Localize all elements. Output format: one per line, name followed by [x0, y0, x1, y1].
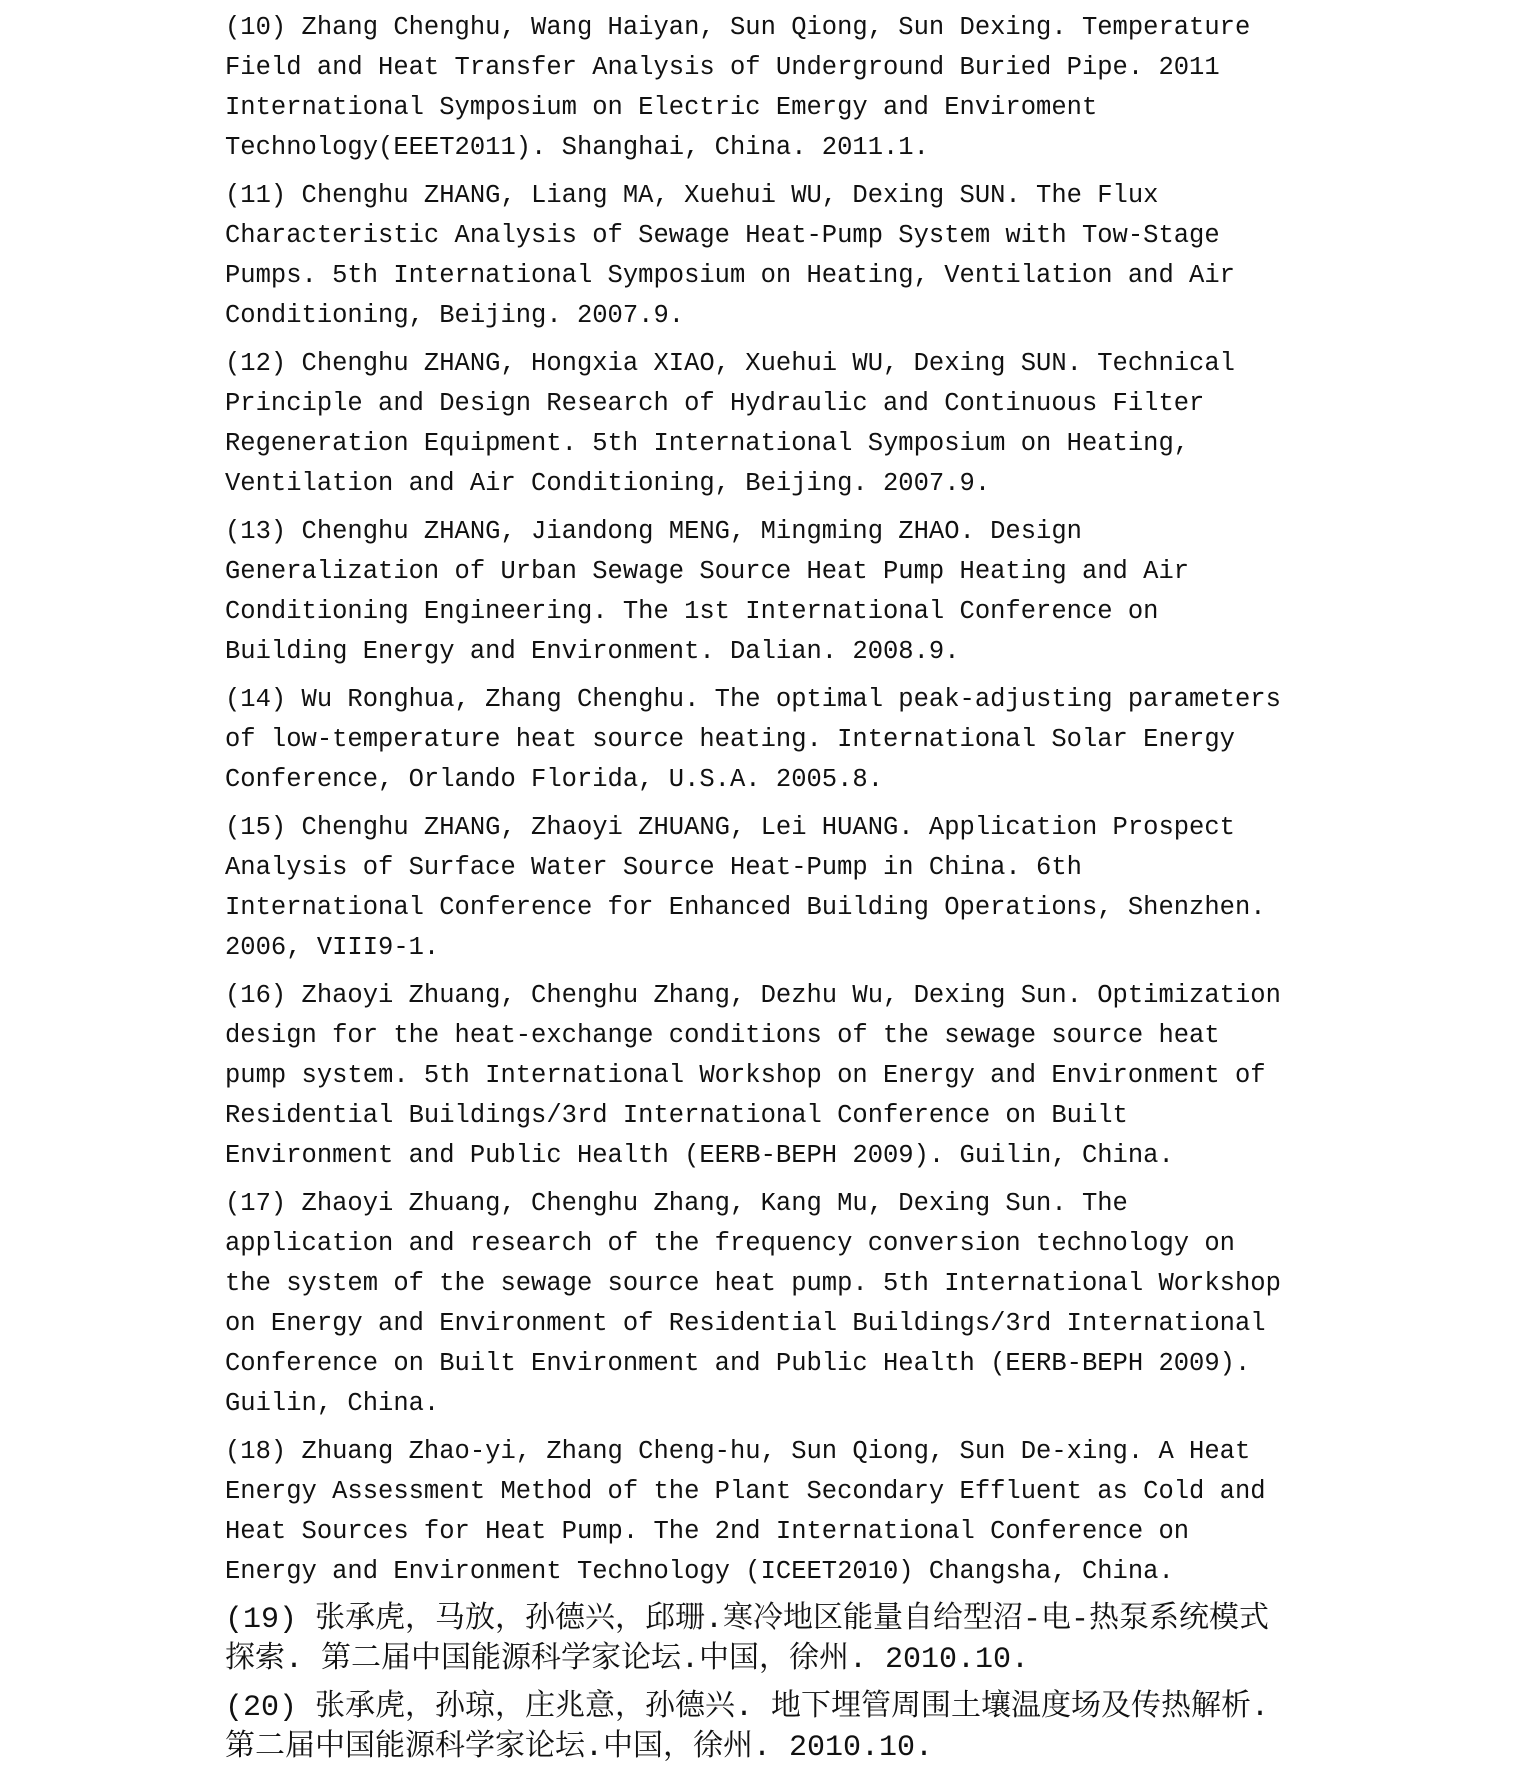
reference-line: Ventilation and Air Conditioning, Beijing. 2007.9. — [225, 469, 991, 498]
reference-line: (10) Zhang Chenghu, Wang Haiyan, Sun Qiong, Sun Dexing. Temperature — [225, 13, 1251, 42]
reference-line: (14) Wu Ronghua, Zhang Chenghu. The optimal peak-adjusting parameters — [225, 685, 1281, 714]
reference-line: application and research of the frequency conversion technology on — [225, 1229, 1235, 1258]
reference-line: of low-temperature heat source heating. International Solar Energy — [225, 725, 1235, 754]
reference-line: Conditioning, Beijing. 2007.9. — [225, 301, 685, 330]
reference-line: (15) Chenghu ZHANG, Zhaoyi ZHUANG, Lei HUANG. Application Prospect — [225, 813, 1235, 842]
reference-line: Energy and Environment Technology (ICEET2010) Changsha, China. — [225, 1557, 1174, 1586]
reference-line: Regeneration Equipment. 5th International Symposium on Heating, — [225, 429, 1190, 458]
reference-line: Heat Sources for Heat Pump. The 2nd International Conference on — [225, 1517, 1190, 1546]
reference-line: Environment and Public Health (EERB-BEPH 2009). Guilin, China. — [225, 1141, 1174, 1170]
reference-line: Conditioning Engineering. The 1st International Conference on — [225, 597, 1159, 626]
reference-line: (11) Chenghu ZHANG, Liang MA, Xuehui WU, Dexing SUN. The Flux — [225, 181, 1159, 210]
reference-line: International Symposium on Electric Emergy and Enviroment — [225, 93, 1098, 122]
reference-line: Energy Assessment Method of the Plant Secondary Effluent as Cold and — [225, 1477, 1266, 1506]
reference-line: (17) Zhaoyi Zhuang, Chenghu Zhang, Kang Mu, Dexing Sun. The — [225, 1189, 1128, 1218]
reference-line: Guilin, China. — [225, 1389, 440, 1418]
reference-line: Pumps. 5th International Symposium on Heating, Ventilation and Air — [225, 261, 1235, 290]
reference-line: (13) Chenghu ZHANG, Jiandong MENG, Mingming ZHAO. Design — [225, 517, 1082, 546]
reference-line: International Conference for Enhanced Building Operations, Shenzhen. — [225, 893, 1266, 922]
reference-item — [225, 8, 1395, 168]
reference-line: (19) 张承虎，马放，孙德兴，邱珊.寒冷地区能量自给型沼-电-热泵系统模式 — [225, 1603, 1270, 1637]
reference-line: Generalization of Urban Sewage Source Heat Pump Heating and Air — [225, 557, 1190, 586]
reference-item — [225, 1432, 1395, 1592]
reference-line: Characteristic Analysis of Sewage Heat-Pump System with Tow-Stage — [225, 221, 1220, 250]
reference-item — [225, 1688, 1395, 1768]
reference-line: pump system. 5th International Workshop on Energy and Environment of — [225, 1061, 1266, 1090]
reference-line: (18) Zhuang Zhao-yi, Zhang Cheng-hu, Sun Qiong, Sun De-xing. A Heat — [225, 1437, 1251, 1466]
reference-line: Conference on Built Environment and Public Health (EERB-BEPH 2009). — [225, 1349, 1251, 1378]
reference-line: on Energy and Environment of Residential Buildings/3rd International — [225, 1309, 1266, 1338]
reference-line: 2006, VIII9-1. — [225, 933, 440, 962]
reference-item — [225, 680, 1395, 800]
reference-line: Building Energy and Environment. Dalian. 2008.9. — [225, 637, 960, 666]
publication-list — [225, 8, 1395, 1776]
reference-item — [225, 808, 1395, 968]
reference-line: design for the heat-exchange conditions of the sewage source heat — [225, 1021, 1220, 1050]
reference-line: 第二届中国能源科学家论坛.中国，徐州. 2010.10. — [225, 1731, 934, 1765]
reference-line: Residential Buildings/3rd International Conference on Built — [225, 1101, 1128, 1130]
reference-line: the system of the sewage source heat pump. 5th International Workshop — [225, 1269, 1281, 1298]
reference-item — [225, 1600, 1395, 1680]
reference-line: (12) Chenghu ZHANG, Hongxia XIAO, Xuehui WU, Dexing SUN. Technical — [225, 349, 1235, 378]
reference-item — [225, 344, 1395, 504]
reference-line: (20) 张承虎，孙琼，庄兆意，孙德兴. 地下埋管周围土壤温度场及传热解析. — [225, 1691, 1270, 1725]
reference-item — [225, 976, 1395, 1176]
reference-item — [225, 176, 1395, 336]
reference-line: Field and Heat Transfer Analysis of Underground Buried Pipe. 2011 — [225, 53, 1220, 82]
reference-line: 探索. 第二届中国能源科学家论坛.中国，徐州. 2010.10. — [225, 1643, 1030, 1677]
reference-line: Technology(EEET2011). Shanghai, China. 2011.1. — [225, 133, 929, 162]
reference-line: (16) Zhaoyi Zhuang, Chenghu Zhang, Dezhu Wu, Dexing Sun. Optimization — [225, 981, 1281, 1010]
reference-item — [225, 512, 1395, 672]
reference-line: Conference, Orlando Florida, U.S.A. 2005.8. — [225, 765, 884, 794]
reference-line: Principle and Design Research of Hydraulic and Continuous Filter — [225, 389, 1205, 418]
reference-line: Analysis of Surface Water Source Heat-Pump in China. 6th — [225, 853, 1082, 882]
reference-item — [225, 1184, 1395, 1424]
